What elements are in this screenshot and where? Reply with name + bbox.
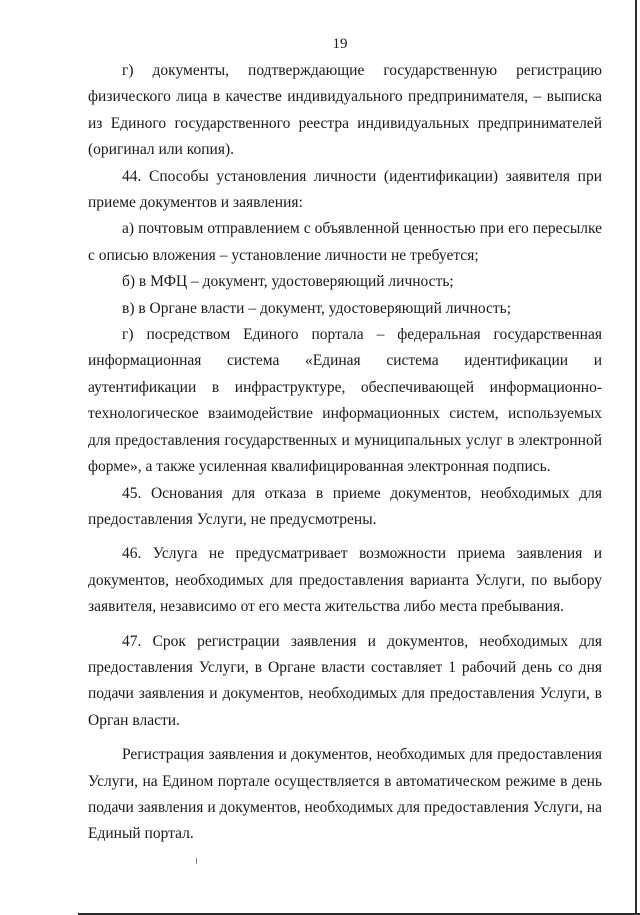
paragraph-registration-portal: Регистрация заявления и документов, необходимых для предоставления Услуги, на Едином портале осуществляется в автоматическом режиме в день подачи заявления и документов, необходимых для предоставления Услуги, на Единый портал. (88, 746, 602, 843)
paragraph-g-portal: г) посредством Единого портала – федеральная государственная информационная система «Единая система идентификации и аутентификации в инфраструктуре, обеспечивающей информационно-технологическое взаимодействие информационных систем, используемых для предоставления государственных и муниципальных услуг в электронной форме», а также усиленная квалифицированная электронная подпись. (88, 326, 602, 476)
page-number: 19 (332, 36, 348, 52)
paragraph-46-choice: 46. Услуга не предусматривает возможности приема заявления и документов, необходимых для предоставления варианта Услуги, по выбору заявителя, независимо от его места жительства либо места пребывания. (88, 545, 602, 616)
scan-edge-right (635, 0, 637, 915)
paragraph-v-authority: в) в Органе власти – документ, удостоверяющий личность; (122, 299, 512, 317)
paragraph-44-identification: 44. Способы установления личности (идентификации) заявителя при приеме документов и заявления: (88, 167, 602, 212)
scan-speck (196, 858, 197, 864)
document-body (88, 58, 602, 848)
paragraph-47-term: 47. Срок регистрации заявления и документов, необходимых для предоставления Услуги, в Органе власти составляет 1 рабочий день со дня подачи заявления и документов, необходимых для предоставления Услуги, в Орган власти. (88, 632, 602, 729)
paragraph-g-documents: г) документы, подтверждающие государственную регистрацию физического лица в качестве индивидуального предпринимателя, – выписка из Единого государственного реестра индивидуальных предпринимателей (оригинал или копия). (88, 62, 602, 159)
paragraph-45-refusal: 45. Основания для отказа в приеме документов, необходимых для предоставления Услуги, не предусмотрены. (88, 484, 602, 528)
paragraph-a-postal: а) почтовым отправлением с объявленной ценностью при его пересылке с описью вложения – установление личности не требуется; (88, 220, 602, 264)
paragraph-b-mfc: б) в МФЦ – документ, удостоверяющий личность; (122, 273, 454, 291)
